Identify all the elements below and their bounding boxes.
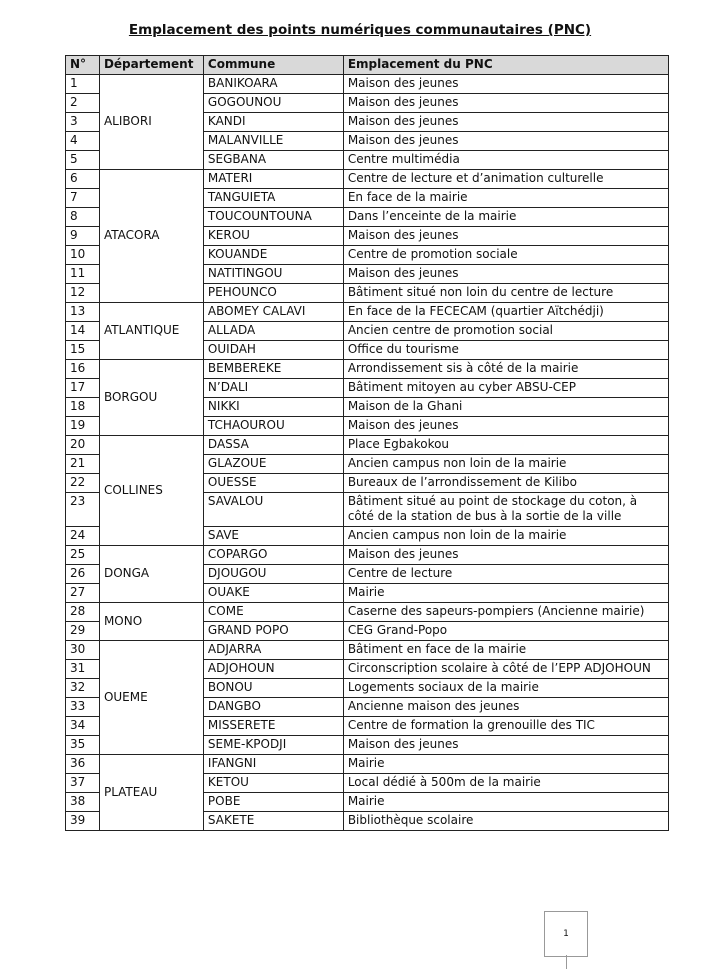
commune-cell: MISSERETE (203, 717, 343, 736)
document-title: Emplacement des points numériques communautaires (PNC) (128, 22, 592, 38)
row-number: 16 (66, 360, 100, 379)
commune-cell: POBE (203, 793, 343, 812)
table-body (66, 75, 669, 831)
commune-cell: GLAZOUE (203, 455, 343, 474)
row-number: 35 (66, 736, 100, 755)
row-number: 19 (66, 417, 100, 436)
row-number: 23 (66, 493, 100, 527)
table-row (66, 436, 669, 455)
row-number: 7 (66, 189, 100, 208)
commune-cell: KANDI (203, 113, 343, 132)
commune-cell: SAVALOU (203, 493, 343, 527)
emplacement-cell: Maison des jeunes (343, 546, 668, 565)
emplacement-cell: Bâtiment situé au point de stockage du coton, à côté de la station de bus à la sortie de la ville (343, 493, 668, 527)
emplacement-cell: En face de la FECECAM (quartier Aïtchédji) (343, 303, 668, 322)
emplacement-cell: Bibliothèque scolaire (343, 812, 668, 831)
commune-cell: GOGOUNOU (203, 94, 343, 113)
table-header-row (66, 56, 669, 75)
row-number: 29 (66, 622, 100, 641)
commune-cell: TOUCOUNTOUNA (203, 208, 343, 227)
commune-cell: KOUANDE (203, 246, 343, 265)
departement-cell: BORGOU (99, 360, 203, 436)
departement-cell: COLLINES (99, 436, 203, 546)
emplacement-cell: Place Egbakokou (343, 436, 668, 455)
commune-cell: NIKKI (203, 398, 343, 417)
row-number: 31 (66, 660, 100, 679)
row-number: 12 (66, 284, 100, 303)
commune-cell: ADJARRA (203, 641, 343, 660)
emplacement-cell: Ancienne maison des jeunes (343, 698, 668, 717)
row-number: 3 (66, 113, 100, 132)
row-number: 26 (66, 565, 100, 584)
row-number: 24 (66, 527, 100, 546)
commune-cell: DJOUGOU (203, 565, 343, 584)
emplacement-cell: Centre de lecture (343, 565, 668, 584)
emplacement-cell: Maison des jeunes (343, 265, 668, 284)
commune-cell: ADJOHOUN (203, 660, 343, 679)
header-departement: Département (99, 56, 203, 75)
row-number: 32 (66, 679, 100, 698)
commune-cell: SEME-KPODJI (203, 736, 343, 755)
emplacement-cell: Logements sociaux de la mairie (343, 679, 668, 698)
departement-cell: OUEME (99, 641, 203, 755)
row-number: 22 (66, 474, 100, 493)
emplacement-cell: CEG Grand-Popo (343, 622, 668, 641)
header-commune: Commune (203, 56, 343, 75)
table-row (66, 603, 669, 622)
row-number: 5 (66, 151, 100, 170)
table-row (66, 360, 669, 379)
page-number-box (544, 911, 588, 957)
departement-cell: PLATEAU (99, 755, 203, 831)
emplacement-cell: Mairie (343, 584, 668, 603)
commune-cell: DASSA (203, 436, 343, 455)
emplacement-cell: Circonscription scolaire à côté de l’EPP ADJOHOUN (343, 660, 668, 679)
commune-cell: COPARGO (203, 546, 343, 565)
page-number: 1 (563, 929, 569, 939)
header-emplacement: Emplacement du PNC (343, 56, 668, 75)
departement-cell: DONGA (99, 546, 203, 603)
row-number: 17 (66, 379, 100, 398)
commune-cell: COME (203, 603, 343, 622)
row-number: 13 (66, 303, 100, 322)
row-number: 14 (66, 322, 100, 341)
table-row (66, 170, 669, 189)
commune-cell: DANGBO (203, 698, 343, 717)
emplacement-cell: Ancien centre de promotion social (343, 322, 668, 341)
row-number: 9 (66, 227, 100, 246)
table-row (66, 641, 669, 660)
row-number: 34 (66, 717, 100, 736)
row-number: 20 (66, 436, 100, 455)
commune-cell: TCHAOUROU (203, 417, 343, 436)
emplacement-cell: Maison des jeunes (343, 113, 668, 132)
emplacement-cell: Maison des jeunes (343, 417, 668, 436)
commune-cell: SAVE (203, 527, 343, 546)
emplacement-cell: Mairie (343, 755, 668, 774)
commune-cell: N’DALI (203, 379, 343, 398)
row-number: 37 (66, 774, 100, 793)
commune-cell: GRAND POPO (203, 622, 343, 641)
row-number: 1 (66, 75, 100, 94)
emplacement-cell: Maison des jeunes (343, 227, 668, 246)
departement-cell: ATLANTIQUE (99, 303, 203, 360)
commune-cell: NATITINGOU (203, 265, 343, 284)
emplacement-cell: Bâtiment mitoyen au cyber ABSU-CEP (343, 379, 668, 398)
emplacement-cell: Ancien campus non loin de la mairie (343, 527, 668, 546)
emplacement-cell: Ancien campus non loin de la mairie (343, 455, 668, 474)
emplacement-cell: Maison des jeunes (343, 75, 668, 94)
commune-cell: MALANVILLE (203, 132, 343, 151)
emplacement-cell: Bâtiment situé non loin du centre de lecture (343, 284, 668, 303)
emplacement-cell: Mairie (343, 793, 668, 812)
commune-cell: MATERI (203, 170, 343, 189)
table-row (66, 75, 669, 94)
commune-cell: SEGBANA (203, 151, 343, 170)
commune-cell: KETOU (203, 774, 343, 793)
header-number: N° (66, 56, 100, 75)
commune-cell: ABOMEY CALAVI (203, 303, 343, 322)
commune-cell: PEHOUNCO (203, 284, 343, 303)
pnc-table (65, 55, 669, 831)
row-number: 8 (66, 208, 100, 227)
row-number: 36 (66, 755, 100, 774)
emplacement-cell: Centre de lecture et d’animation culturelle (343, 170, 668, 189)
page-number-line (566, 955, 567, 969)
row-number: 28 (66, 603, 100, 622)
emplacement-cell: Bâtiment en face de la mairie (343, 641, 668, 660)
emplacement-cell: Maison de la Ghani (343, 398, 668, 417)
row-number: 25 (66, 546, 100, 565)
table-row (66, 755, 669, 774)
emplacement-cell: Maison des jeunes (343, 94, 668, 113)
commune-cell: KEROU (203, 227, 343, 246)
row-number: 33 (66, 698, 100, 717)
row-number: 15 (66, 341, 100, 360)
table-row (66, 546, 669, 565)
commune-cell: BONOU (203, 679, 343, 698)
row-number: 11 (66, 265, 100, 284)
row-number: 21 (66, 455, 100, 474)
emplacement-cell: Centre de promotion sociale (343, 246, 668, 265)
row-number: 30 (66, 641, 100, 660)
emplacement-cell: En face de la mairie (343, 189, 668, 208)
row-number: 39 (66, 812, 100, 831)
departement-cell: ATACORA (99, 170, 203, 303)
commune-cell: BEMBEREKE (203, 360, 343, 379)
commune-cell: BANIKOARA (203, 75, 343, 94)
row-number: 4 (66, 132, 100, 151)
commune-cell: OUIDAH (203, 341, 343, 360)
row-number: 38 (66, 793, 100, 812)
row-number: 27 (66, 584, 100, 603)
commune-cell: OUESSE (203, 474, 343, 493)
commune-cell: IFANGNI (203, 755, 343, 774)
emplacement-cell: Maison des jeunes (343, 132, 668, 151)
emplacement-cell: Bureaux de l’arrondissement de Kilibo (343, 474, 668, 493)
departement-cell: MONO (99, 603, 203, 641)
row-number: 2 (66, 94, 100, 113)
emplacement-cell: Arrondissement sis à côté de la mairie (343, 360, 668, 379)
emplacement-cell: Maison des jeunes (343, 736, 668, 755)
row-number: 10 (66, 246, 100, 265)
emplacement-cell: Caserne des sapeurs-pompiers (Ancienne mairie) (343, 603, 668, 622)
row-number: 6 (66, 170, 100, 189)
commune-cell: SAKETE (203, 812, 343, 831)
emplacement-cell: Local dédié à 500m de la mairie (343, 774, 668, 793)
row-number: 18 (66, 398, 100, 417)
commune-cell: TANGUIETA (203, 189, 343, 208)
commune-cell: OUAKE (203, 584, 343, 603)
commune-cell: ALLADA (203, 322, 343, 341)
table-row (66, 303, 669, 322)
departement-cell: ALIBORI (99, 75, 203, 170)
emplacement-cell: Centre de formation la grenouille des TIC (343, 717, 668, 736)
emplacement-cell: Office du tourisme (343, 341, 668, 360)
emplacement-cell: Centre multimédia (343, 151, 668, 170)
emplacement-cell: Dans l’enceinte de la mairie (343, 208, 668, 227)
